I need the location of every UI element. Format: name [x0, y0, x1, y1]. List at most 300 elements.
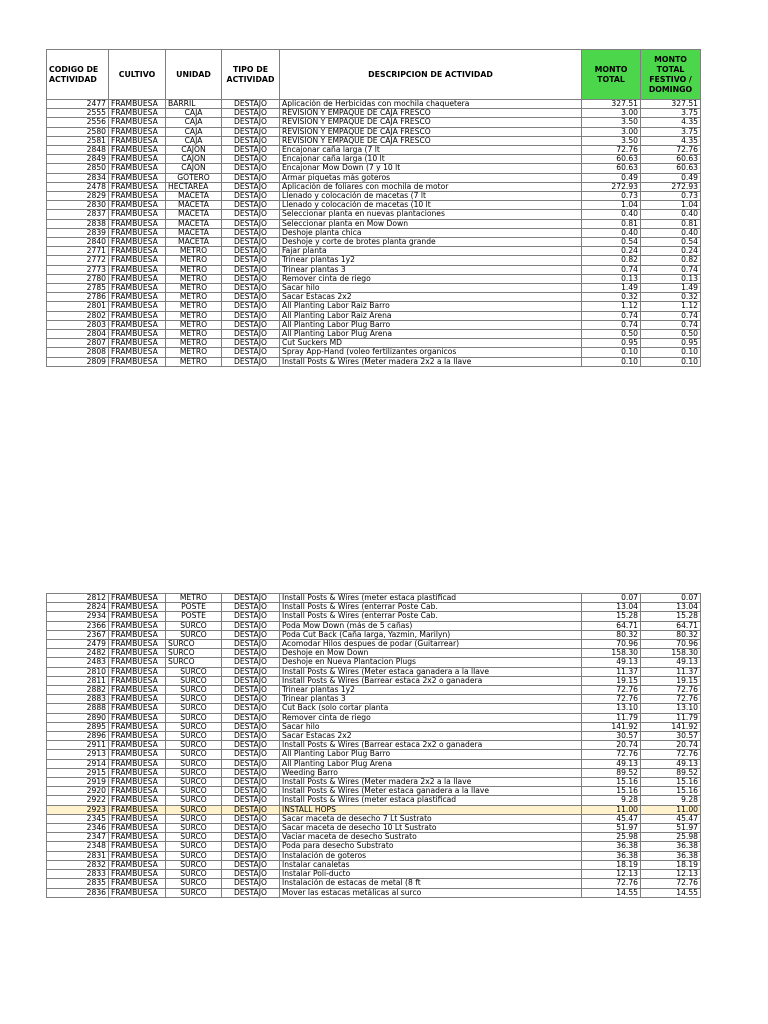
cell-cultivo: FRAMBUESA — [109, 357, 166, 366]
cell-monto: 3.00 — [582, 127, 641, 136]
cell-unidad: POSTE — [166, 612, 222, 621]
cell-codigo: 2772 — [47, 256, 109, 265]
cell-unidad: SURCO — [166, 787, 222, 796]
cell-tipo: DESTAJO — [222, 860, 280, 869]
cell-cultivo: FRAMBUESA — [109, 339, 166, 348]
cell-descripcion: Poda para desecho Substrato — [280, 842, 582, 851]
header-tipo: TIPO DE ACTIVIDAD — [222, 50, 280, 100]
cell-monto-festivo: 25.98 — [641, 833, 701, 842]
cell-tipo: DESTAJO — [222, 265, 280, 274]
cell-tipo: DESTAJO — [222, 704, 280, 713]
cell-monto: 20.74 — [582, 741, 641, 750]
cell-monto: 11.37 — [582, 667, 641, 676]
cell-descripcion: Poda Mow Down (más de 5 cañas) — [280, 621, 582, 630]
cell-monto-festivo: 9.28 — [641, 796, 701, 805]
cell-codigo: 2556 — [47, 118, 109, 127]
cell-descripcion: REVISION Y EMPAQUE DE CAJA FRESCO — [280, 118, 582, 127]
table-row — [47, 127, 701, 136]
cell-descripcion: Instalar canaletas — [280, 860, 582, 869]
cell-codigo: 2555 — [47, 109, 109, 118]
cell-cultivo: FRAMBUESA — [109, 833, 166, 842]
cell-unidad: CAJON — [166, 146, 222, 155]
cell-monto-festivo: 60.63 — [641, 164, 701, 173]
cell-monto: 72.76 — [582, 750, 641, 759]
cell-cultivo: FRAMBUESA — [109, 320, 166, 329]
cell-codigo: 2810 — [47, 667, 109, 676]
table-row — [47, 256, 701, 265]
cell-cultivo: FRAMBUESA — [109, 658, 166, 667]
cell-tipo: DESTAJO — [222, 787, 280, 796]
cell-cultivo: FRAMBUESA — [109, 100, 166, 109]
cell-tipo: DESTAJO — [222, 695, 280, 704]
cell-unidad: SURCO — [166, 796, 222, 805]
table-row — [47, 658, 701, 667]
cell-cultivo: FRAMBUESA — [109, 182, 166, 191]
cell-cultivo: FRAMBUESA — [109, 238, 166, 247]
cell-codigo: 2346 — [47, 824, 109, 833]
cell-tipo: DESTAJO — [222, 713, 280, 722]
cell-codigo: 2919 — [47, 778, 109, 787]
table-row — [47, 265, 701, 274]
cell-monto: 3.00 — [582, 109, 641, 118]
cell-monto: 0.50 — [582, 330, 641, 339]
cell-monto-festivo: 327.51 — [641, 100, 701, 109]
cell-cultivo: FRAMBUESA — [109, 870, 166, 879]
cell-cultivo: FRAMBUESA — [109, 612, 166, 621]
cell-monto-festivo: 0.40 — [641, 210, 701, 219]
cell-monto-festivo: 49.13 — [641, 759, 701, 768]
cell-monto: 1.04 — [582, 201, 641, 210]
cell-monto: 141.92 — [582, 722, 641, 731]
cell-tipo: DESTAJO — [222, 302, 280, 311]
cell-tipo: DESTAJO — [222, 658, 280, 667]
cell-monto: 72.76 — [582, 146, 641, 155]
cell-descripcion: Armar piquetas más goteros — [280, 173, 582, 182]
cell-unidad: SURCO — [166, 704, 222, 713]
cell-monto-festivo: 11.37 — [641, 667, 701, 676]
cell-monto: 13.10 — [582, 704, 641, 713]
cell-unidad: METRO — [166, 339, 222, 348]
cell-monto: 36.38 — [582, 842, 641, 851]
cell-codigo: 2479 — [47, 640, 109, 649]
cell-monto-festivo: 0.49 — [641, 173, 701, 182]
cell-monto: 11.00 — [582, 805, 641, 814]
cell-cultivo: FRAMBUESA — [109, 787, 166, 796]
cell-unidad: CAJON — [166, 155, 222, 164]
table-row — [47, 676, 701, 685]
cell-monto-festivo: 0.10 — [641, 357, 701, 366]
cell-monto: 25.98 — [582, 833, 641, 842]
cell-tipo: DESTAJO — [222, 127, 280, 136]
cell-descripcion: Install Posts & Wires (meter estaca plastificad — [280, 796, 582, 805]
cell-cultivo: FRAMBUESA — [109, 155, 166, 164]
cell-descripcion: Encajonar caña larga (7 lt — [280, 146, 582, 155]
cell-descripcion: Install Posts & Wires (enterrar Poste Cab. — [280, 612, 582, 621]
cell-monto-festivo: 45.47 — [641, 814, 701, 823]
table-row — [47, 787, 701, 796]
table-row — [47, 238, 701, 247]
cell-codigo: 2834 — [47, 173, 109, 182]
cell-monto-festivo: 20.74 — [641, 741, 701, 750]
cell-unidad: SURCO — [166, 686, 222, 695]
cell-codigo: 2883 — [47, 695, 109, 704]
cell-descripcion: Aplicación de Herbicidas con mochila chaquetera — [280, 100, 582, 109]
cell-tipo: DESTAJO — [222, 750, 280, 759]
cell-unidad: SURCO — [166, 741, 222, 750]
cell-descripcion: Install Posts & Wires (Meter madera 2x2 a la llave — [280, 778, 582, 787]
cell-monto: 158.30 — [582, 649, 641, 658]
cell-tipo: DESTAJO — [222, 732, 280, 741]
cell-monto: 89.52 — [582, 768, 641, 777]
cell-cultivo: FRAMBUESA — [109, 704, 166, 713]
cell-monto: 0.32 — [582, 293, 641, 302]
cell-tipo: DESTAJO — [222, 649, 280, 658]
cell-descripcion: Trinear plantas 1y2 — [280, 686, 582, 695]
cell-monto-festivo: 13.04 — [641, 603, 701, 612]
cell-tipo: DESTAJO — [222, 219, 280, 228]
cell-cultivo: FRAMBUESA — [109, 127, 166, 136]
cell-unidad: METRO — [166, 348, 222, 357]
table-row — [47, 833, 701, 842]
table-row — [47, 640, 701, 649]
cell-monto: 70.96 — [582, 640, 641, 649]
cell-tipo: DESTAJO — [222, 109, 280, 118]
cell-codigo: 2923 — [47, 805, 109, 814]
cell-monto-festivo: 14.55 — [641, 888, 701, 897]
cell-codigo: 2477 — [47, 100, 109, 109]
cell-codigo: 2850 — [47, 164, 109, 173]
cell-tipo: DESTAJO — [222, 348, 280, 357]
cell-unidad: SURCO — [166, 805, 222, 814]
cell-monto: 60.63 — [582, 155, 641, 164]
cell-monto: 0.24 — [582, 247, 641, 256]
table-row — [47, 824, 701, 833]
cell-codigo: 2849 — [47, 155, 109, 164]
table-row — [47, 612, 701, 621]
cell-monto: 30.57 — [582, 732, 641, 741]
cell-cultivo: FRAMBUESA — [109, 118, 166, 127]
cell-monto: 0.40 — [582, 210, 641, 219]
cell-descripcion: Install Posts & Wires (enterrar Poste Cab. — [280, 603, 582, 612]
cell-tipo: DESTAJO — [222, 888, 280, 897]
cell-monto-festivo: 11.00 — [641, 805, 701, 814]
cell-cultivo: FRAMBUESA — [109, 164, 166, 173]
cell-unidad: METRO — [166, 594, 222, 603]
cell-unidad: BARRIL — [166, 100, 222, 109]
cell-unidad: SURCO — [166, 778, 222, 787]
cell-monto-festivo: 1.12 — [641, 302, 701, 311]
cell-monto: 0.13 — [582, 274, 641, 283]
cell-monto: 36.38 — [582, 851, 641, 860]
cell-monto-festivo: 0.40 — [641, 228, 701, 237]
cell-monto-festivo: 12.13 — [641, 870, 701, 879]
cell-codigo: 2347 — [47, 833, 109, 842]
cell-cultivo: FRAMBUESA — [109, 860, 166, 869]
cell-descripcion: Sacar hilo — [280, 284, 582, 293]
cell-monto-festivo: 3.75 — [641, 109, 701, 118]
cell-monto: 327.51 — [582, 100, 641, 109]
cell-descripcion: Remover cinta de riego — [280, 713, 582, 722]
activity-table-top — [46, 49, 701, 367]
cell-monto: 72.76 — [582, 879, 641, 888]
cell-monto: 18.19 — [582, 860, 641, 869]
cell-cultivo: FRAMBUESA — [109, 640, 166, 649]
cell-tipo: DESTAJO — [222, 192, 280, 201]
cell-monto-festivo: 60.63 — [641, 155, 701, 164]
cell-tipo: DESTAJO — [222, 768, 280, 777]
table-row — [47, 713, 701, 722]
table-row — [47, 732, 701, 741]
header-codigo: CODIGO DE ACTIVIDAD — [47, 50, 109, 100]
table-row — [47, 173, 701, 182]
cell-codigo: 2831 — [47, 851, 109, 860]
cell-cultivo: FRAMBUESA — [109, 814, 166, 823]
cell-monto: 0.74 — [582, 311, 641, 320]
cell-descripcion: Fajar planta — [280, 247, 582, 256]
cell-monto-festivo: 49.13 — [641, 658, 701, 667]
table-row — [47, 320, 701, 329]
cell-monto: 0.49 — [582, 173, 641, 182]
cell-cultivo: FRAMBUESA — [109, 713, 166, 722]
cell-codigo: 2837 — [47, 210, 109, 219]
cell-codigo: 2833 — [47, 870, 109, 879]
cell-cultivo: FRAMBUESA — [109, 136, 166, 145]
cell-cultivo: FRAMBUESA — [109, 805, 166, 814]
cell-cultivo: FRAMBUESA — [109, 695, 166, 704]
cell-descripcion: Seleccionar planta en Mow Down — [280, 219, 582, 228]
cell-descripcion: All Planting Labor Plug Barro — [280, 320, 582, 329]
cell-tipo: DESTAJO — [222, 164, 280, 173]
cell-descripcion: Encajonar Mow Down (7 y 10 lt — [280, 164, 582, 173]
table-row — [47, 649, 701, 658]
cell-tipo: DESTAJO — [222, 630, 280, 639]
cell-descripcion: Cut Back (solo cortar planta — [280, 704, 582, 713]
cell-monto-festivo: 0.81 — [641, 219, 701, 228]
cell-monto-festivo: 141.92 — [641, 722, 701, 731]
cell-monto-festivo: 51.97 — [641, 824, 701, 833]
cell-codigo: 2839 — [47, 228, 109, 237]
cell-monto-festivo: 19.15 — [641, 676, 701, 685]
cell-descripcion: Remover cinta de riego — [280, 274, 582, 283]
cell-codigo: 2803 — [47, 320, 109, 329]
table-row — [47, 109, 701, 118]
cell-codigo: 2808 — [47, 348, 109, 357]
cell-tipo: DESTAJO — [222, 228, 280, 237]
table-row — [47, 722, 701, 731]
cell-tipo: DESTAJO — [222, 640, 280, 649]
table-row — [47, 210, 701, 219]
cell-descripcion: Trinear plantas 3 — [280, 265, 582, 274]
cell-monto: 0.07 — [582, 594, 641, 603]
cell-monto-festivo: 0.10 — [641, 348, 701, 357]
cell-cultivo: FRAMBUESA — [109, 330, 166, 339]
table-row — [47, 888, 701, 897]
cell-monto: 0.73 — [582, 192, 641, 201]
cell-codigo: 2832 — [47, 860, 109, 869]
cell-codigo: 2890 — [47, 713, 109, 722]
cell-cultivo: FRAMBUESA — [109, 741, 166, 750]
cell-codigo: 2581 — [47, 136, 109, 145]
table-row — [47, 778, 701, 787]
cell-tipo: DESTAJO — [222, 238, 280, 247]
cell-tipo: DESTAJO — [222, 173, 280, 182]
cell-tipo: DESTAJO — [222, 284, 280, 293]
cell-cultivo: FRAMBUESA — [109, 768, 166, 777]
cell-cultivo: FRAMBUESA — [109, 256, 166, 265]
cell-codigo: 2785 — [47, 284, 109, 293]
cell-codigo: 2829 — [47, 192, 109, 201]
cell-codigo: 2913 — [47, 750, 109, 759]
table-row — [47, 879, 701, 888]
table-row — [47, 594, 701, 603]
cell-tipo: DESTAJO — [222, 339, 280, 348]
cell-codigo: 2367 — [47, 630, 109, 639]
cell-descripcion: REVISION Y EMPAQUE DE CAJA FRESCO — [280, 109, 582, 118]
table-row — [47, 247, 701, 256]
cell-descripcion: Sacar maceta de desecho 7 Lt Sustrato — [280, 814, 582, 823]
cell-monto-festivo: 36.38 — [641, 851, 701, 860]
cell-codigo: 2848 — [47, 146, 109, 155]
table-row — [47, 842, 701, 851]
cell-descripcion: All Planting Labor Plug Arena — [280, 330, 582, 339]
table-row — [47, 136, 701, 145]
table-row — [47, 768, 701, 777]
cell-monto: 19.15 — [582, 676, 641, 685]
cell-tipo: DESTAJO — [222, 805, 280, 814]
cell-monto-festivo: 0.07 — [641, 594, 701, 603]
cell-unidad: SURCO — [166, 695, 222, 704]
cell-cultivo: FRAMBUESA — [109, 649, 166, 658]
cell-cultivo: FRAMBUESA — [109, 851, 166, 860]
cell-tipo: DESTAJO — [222, 686, 280, 695]
cell-unidad: SURCO — [166, 860, 222, 869]
cell-tipo: DESTAJO — [222, 256, 280, 265]
cell-cultivo: FRAMBUESA — [109, 667, 166, 676]
cell-descripcion: All Planting Labor Plug Barro — [280, 750, 582, 759]
cell-monto: 64.71 — [582, 621, 641, 630]
table-row — [47, 339, 701, 348]
cell-cultivo: FRAMBUESA — [109, 219, 166, 228]
table-row — [47, 357, 701, 366]
cell-monto-festivo: 0.32 — [641, 293, 701, 302]
cell-unidad: CAJA — [166, 109, 222, 118]
cell-tipo: DESTAJO — [222, 851, 280, 860]
table-row — [47, 192, 701, 201]
cell-monto: 45.47 — [582, 814, 641, 823]
cell-codigo: 2580 — [47, 127, 109, 136]
cell-tipo: DESTAJO — [222, 155, 280, 164]
cell-tipo: DESTAJO — [222, 824, 280, 833]
cell-cultivo: FRAMBUESA — [109, 732, 166, 741]
cell-descripcion: REVISION Y EMPAQUE DE CAJA FRESCO — [280, 136, 582, 145]
cell-descripcion: Deshoje en Mow Down — [280, 649, 582, 658]
cell-tipo: DESTAJO — [222, 201, 280, 210]
cell-monto: 272.93 — [582, 182, 641, 191]
cell-descripcion: Sacar maceta de desecho 10 Lt Sustrato — [280, 824, 582, 833]
cell-descripcion: REVISION Y EMPAQUE DE CAJA FRESCO — [280, 127, 582, 136]
cell-unidad: SURCO — [166, 842, 222, 851]
cell-monto-festivo: 72.76 — [641, 146, 701, 155]
cell-codigo: 2478 — [47, 182, 109, 191]
cell-codigo: 2836 — [47, 888, 109, 897]
cell-descripcion: Trinear plantas 3 — [280, 695, 582, 704]
cell-cultivo: FRAMBUESA — [109, 778, 166, 787]
cell-codigo: 2824 — [47, 603, 109, 612]
cell-unidad: SURCO — [166, 750, 222, 759]
cell-codigo: 2786 — [47, 293, 109, 302]
cell-monto-festivo: 72.76 — [641, 750, 701, 759]
cell-unidad: MACETA — [166, 238, 222, 247]
cell-monto-festivo: 0.74 — [641, 320, 701, 329]
cell-codigo: 2882 — [47, 686, 109, 695]
cell-monto-festivo: 0.13 — [641, 274, 701, 283]
cell-descripcion: Deshoje planta chica — [280, 228, 582, 237]
cell-descripcion: INSTALL HOPS — [280, 805, 582, 814]
cell-codigo: 2914 — [47, 759, 109, 768]
table-row — [47, 100, 701, 109]
cell-tipo: DESTAJO — [222, 676, 280, 685]
cell-monto: 0.54 — [582, 238, 641, 247]
cell-monto-festivo: 11.79 — [641, 713, 701, 722]
table-row — [47, 741, 701, 750]
cell-unidad: SURCO — [166, 768, 222, 777]
cell-unidad: METRO — [166, 320, 222, 329]
cell-codigo: 2366 — [47, 621, 109, 630]
table-row — [47, 870, 701, 879]
cell-monto-festivo: 72.76 — [641, 686, 701, 695]
cell-codigo: 2888 — [47, 704, 109, 713]
cell-monto: 80.32 — [582, 630, 641, 639]
cell-descripcion: All Planting Labor Plug Arena — [280, 759, 582, 768]
cell-descripcion: Install Posts & Wires (Meter madera 2x2 a la llave — [280, 357, 582, 366]
cell-monto-festivo: 89.52 — [641, 768, 701, 777]
cell-monto: 0.74 — [582, 320, 641, 329]
header-monto-festivo: MONTO TOTAL FESTIVO / DOMINGO — [641, 50, 701, 100]
cell-descripcion: Trinear plantas 1y2 — [280, 256, 582, 265]
cell-descripcion: Vaciar maceta de desecho Sustrato — [280, 833, 582, 842]
cell-unidad: MACETA — [166, 219, 222, 228]
cell-descripcion: Install Posts & Wires (meter estaca plastificad — [280, 594, 582, 603]
cell-descripcion: All Planting Labor Raiz Barro — [280, 302, 582, 311]
cell-codigo: 2771 — [47, 247, 109, 256]
cell-monto: 1.12 — [582, 302, 641, 311]
cell-monto-festivo: 13.10 — [641, 704, 701, 713]
cell-codigo: 2911 — [47, 741, 109, 750]
cell-unidad: CAJA — [166, 136, 222, 145]
table-row — [47, 201, 701, 210]
cell-descripcion: Seleccionar planta en nuevas plantaciones — [280, 210, 582, 219]
cell-monto: 0.40 — [582, 228, 641, 237]
cell-cultivo: FRAMBUESA — [109, 603, 166, 612]
cell-monto-festivo: 0.74 — [641, 265, 701, 274]
cell-cultivo: FRAMBUESA — [109, 293, 166, 302]
cell-descripcion: Sacar Estacas 2x2 — [280, 293, 582, 302]
cell-codigo: 2811 — [47, 676, 109, 685]
table-row — [47, 348, 701, 357]
activity-table-bottom — [46, 593, 701, 898]
cell-unidad: SURCO — [166, 888, 222, 897]
cell-codigo: 2809 — [47, 357, 109, 366]
table-header-row — [47, 50, 701, 100]
cell-descripcion: Mover las estacas metálicas al surco — [280, 888, 582, 897]
cell-tipo: DESTAJO — [222, 796, 280, 805]
cell-monto: 15.28 — [582, 612, 641, 621]
cell-cultivo: FRAMBUESA — [109, 842, 166, 851]
cell-codigo: 2804 — [47, 330, 109, 339]
cell-unidad: SURCO — [166, 722, 222, 731]
header-monto: MONTO TOTAL — [582, 50, 641, 100]
cell-descripcion: Llenado y colocación de macetas (10 lt — [280, 201, 582, 210]
